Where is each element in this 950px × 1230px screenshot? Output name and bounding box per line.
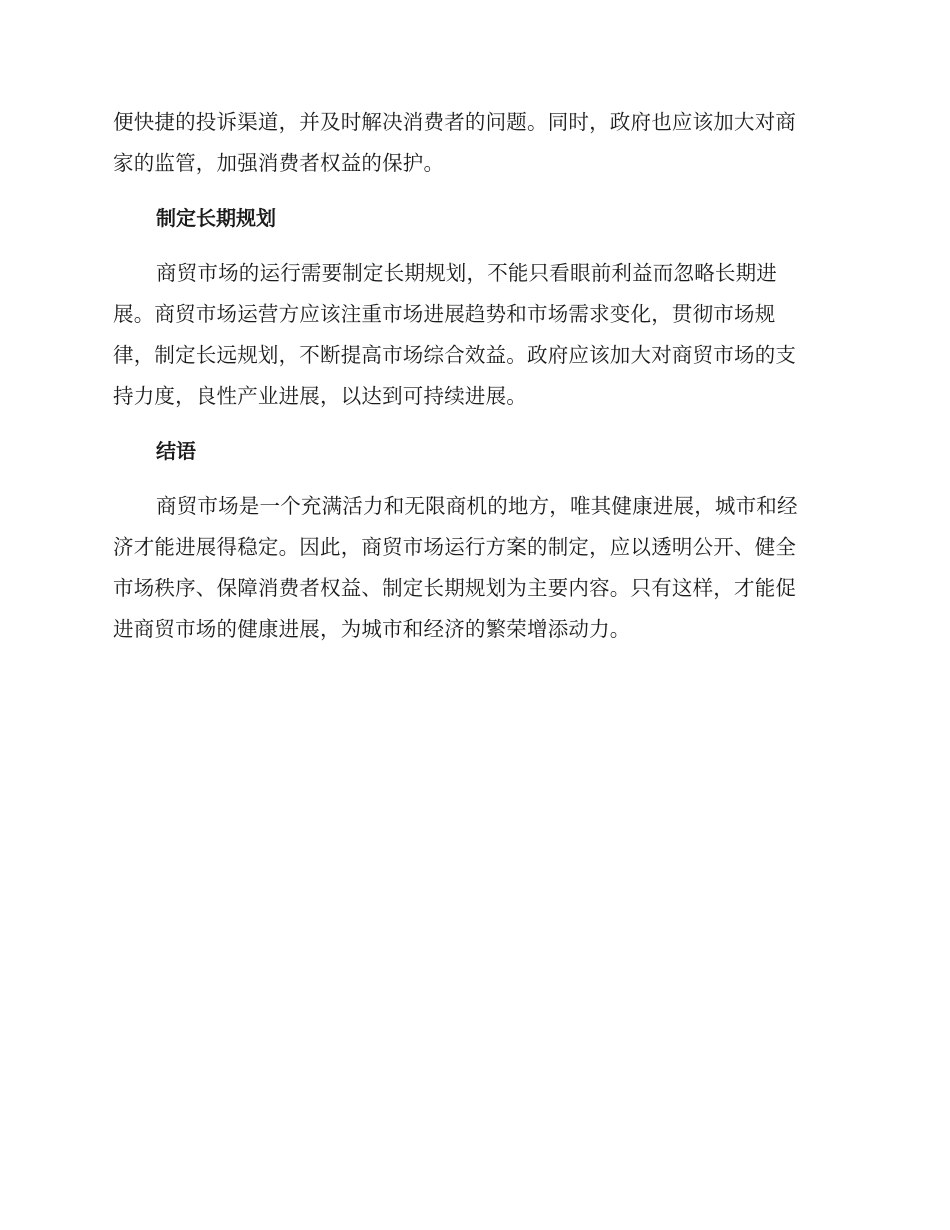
paragraph-line: 便快捷的投诉渠道，并及时解决消费者的问题。同时，政府也应该加大对商 <box>113 110 797 134</box>
paragraph-line: 律，制定长远规划，不断提高市场综合效益。政府应该加大对商贸市场的支 <box>113 343 797 367</box>
section-heading-long-term-plan: 制定长期规划 <box>156 206 276 230</box>
conclusion-paragraph <box>113 492 831 643</box>
long-term-plan-paragraph <box>113 259 831 410</box>
paragraph-line: 持力度，良性产业进展，以达到可持续进展。 <box>113 384 527 408</box>
section-heading-conclusion: 结语 <box>156 439 196 463</box>
document-page <box>113 108 831 643</box>
paragraph-line: 家的监管，加强消费者权益的保护。 <box>113 151 445 175</box>
paragraph-line: 济才能进展得稳定。因此，商贸市场运行方案的制定，应以透明公开、健全 <box>113 535 797 559</box>
paragraph-line: 展。商贸市场运营方应该注重市场进展趋势和市场需求变化，贯彻市场规 <box>113 302 776 326</box>
intro-paragraph <box>113 108 831 177</box>
paragraph-line: 商贸市场是一个充满活力和无限商机的地方，唯其健康进展，城市和经 <box>156 494 798 518</box>
paragraph-line: 市场秩序、保障消费者权益、制定长期规划为主要内容。只有这样，才能促 <box>113 576 797 600</box>
paragraph-line: 进商贸市场的健康进展，为城市和经济的繁荣增添动力。 <box>113 617 631 641</box>
paragraph-line: 商贸市场的运行需要制定长期规划，不能只看眼前利益而忽略长期进 <box>156 261 777 285</box>
